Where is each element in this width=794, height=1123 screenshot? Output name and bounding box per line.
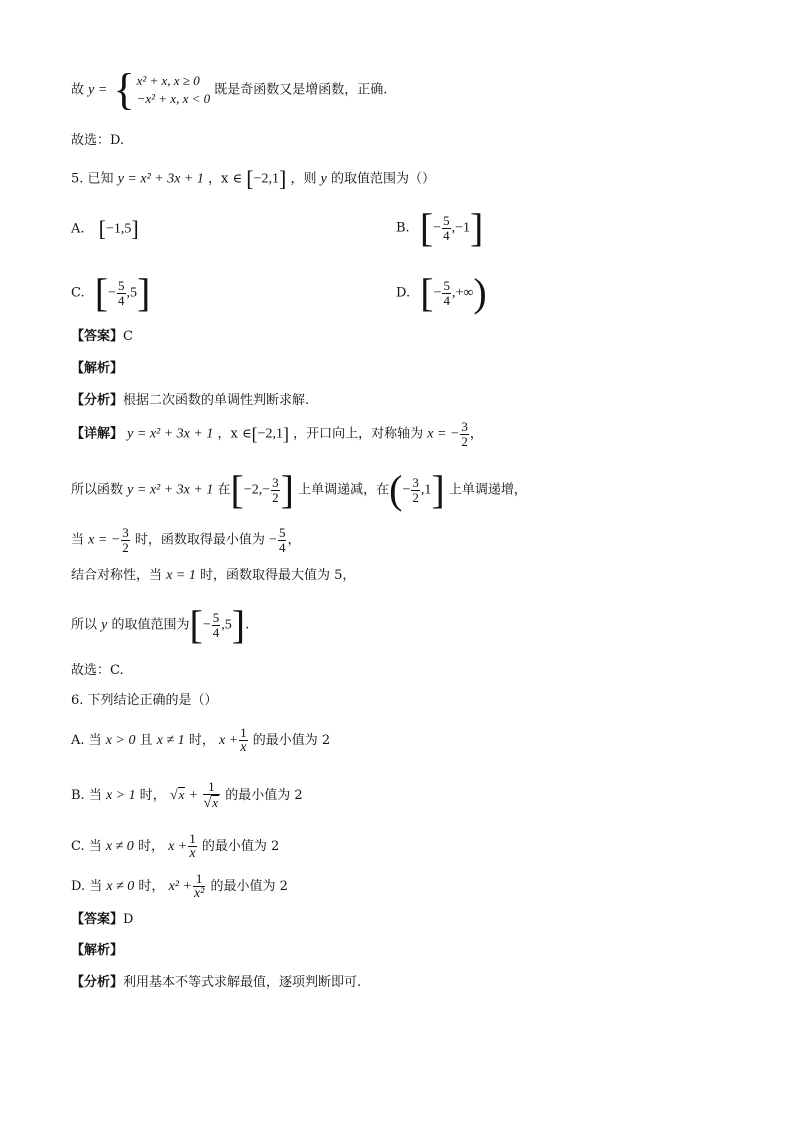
math: y = x² + 3x + 1 xyxy=(127,482,214,498)
math: x > 0 xyxy=(105,733,136,749)
text: 故 xyxy=(71,82,85,98)
case-1: x² + x, x ≥ 0 xyxy=(136,73,200,89)
fenxi-tag: 【分析】 xyxy=(71,975,124,990)
piecewise-line xyxy=(71,65,388,114)
answer-line: 故选：D. xyxy=(71,133,125,148)
text: ，则 xyxy=(290,171,317,187)
label: B. xyxy=(396,220,410,236)
answer-6 xyxy=(71,913,133,926)
option-d: D. [− $\frac{5}{4}$ ,+∞) xyxy=(396,270,487,315)
text: 根据二次函数的单调性判断求解. xyxy=(123,393,310,408)
option-b: B. [− $\frac{5}{4}$ ,−1] xyxy=(396,205,484,250)
interval-tail: ,−1 xyxy=(451,220,470,236)
fraction: $\frac{3}{2}$ xyxy=(272,474,279,505)
text: 在 xyxy=(217,482,231,498)
interval: −1,5 xyxy=(106,221,132,237)
text: 时，函数取得最小值为 xyxy=(134,532,265,548)
monotonic-line: 所以函数 y = x² + 3x + 1 在[−2,− $\frac{3}{2}$ ] 上单调递减，在(− $\frac{3}{2}$ ,1] 上单调递增， xyxy=(71,467,527,512)
fraction: $\frac{5}{4}$ xyxy=(118,277,125,308)
fraction: $\frac{5}{4}$ xyxy=(278,525,286,555)
fraction: $\frac{3}{2}$ xyxy=(412,474,419,505)
answer-line: 故选：C. xyxy=(71,663,124,678)
text: 的最小值为 2 xyxy=(225,788,303,804)
label: A. xyxy=(71,221,85,237)
math: y xyxy=(101,617,108,633)
text: 的最小值为 2 xyxy=(252,733,331,749)
math: x = − xyxy=(427,426,460,442)
answer-5 xyxy=(71,330,133,343)
question-5: 5. 已知 y = x² + 3x + 1 ，x ∈ [−2,1] ，则 y 的取值范围为（） xyxy=(71,166,435,191)
interval-tail: ,+∞ xyxy=(451,285,474,301)
text: 的取值范围为 xyxy=(111,617,190,633)
text: 的最小值为 2 xyxy=(210,879,288,895)
math: x ≠ 0 xyxy=(106,879,135,895)
text: A. 当 xyxy=(71,733,102,749)
text: ，开口向上，对称轴为 xyxy=(293,426,424,442)
math: x = − xyxy=(88,532,121,548)
math: x = 1 xyxy=(166,568,196,583)
text: 时， xyxy=(188,733,215,749)
fenxi-5 xyxy=(71,394,309,407)
text: ， xyxy=(287,532,301,548)
text: 时， xyxy=(138,879,165,895)
case-2: −x² + x, x < 0 xyxy=(136,91,211,106)
math: y xyxy=(320,171,327,187)
max-line xyxy=(71,569,355,583)
question-6: 6. 下列结论正确的是（） xyxy=(71,693,218,708)
text: 时， xyxy=(139,788,166,804)
fraction: $\frac{5}{4}$ xyxy=(443,277,450,308)
fraction: $\frac{3}{2}$ xyxy=(461,419,468,449)
option-a: A. [−1,5] xyxy=(71,216,139,241)
math: + xyxy=(189,788,198,804)
fraction: $\frac{1}{\text{x²}}$ xyxy=(193,871,205,901)
answer-tag: 【答案】 xyxy=(71,329,124,344)
math: x + xyxy=(168,839,188,855)
sqrt: x xyxy=(178,787,185,803)
math: y = x² + 3x + 1 xyxy=(127,426,214,442)
text: 所以 xyxy=(71,617,98,633)
interval: ,5 xyxy=(221,617,232,633)
fraction: $\frac{5}{4}$ xyxy=(212,609,220,640)
q6-option-b: B. 当 x > 1 时， √x + $\frac{1}{√x}$ 的最小值为 2 xyxy=(71,779,303,811)
answer-tag: 【答案】 xyxy=(71,912,124,927)
text: 结合对称性，当 xyxy=(71,568,163,583)
xiangjie-line: 【详解】 y = x² + 3x + 1 ，x ∈[−2,1] ，开口向上，对称轴为 x = − $\frac{3}{2}$ ， xyxy=(71,419,483,449)
text: 当 xyxy=(71,532,85,548)
text: 上单调递减，在 xyxy=(298,482,390,498)
text: ，x ∈ xyxy=(217,426,252,442)
interval: −2,− xyxy=(243,482,271,498)
interval-tail: ,5 xyxy=(126,285,137,301)
text: 上单调递增， xyxy=(448,482,527,498)
text: . xyxy=(245,617,250,633)
math: y = x² + 3x + 1 xyxy=(117,171,204,187)
math: x > 1 xyxy=(105,788,136,804)
label: D. xyxy=(396,285,411,301)
fraction: $\frac{1}{√x}$ xyxy=(203,779,219,811)
q6-option-d xyxy=(71,872,288,901)
text: 5. 已知 xyxy=(71,171,114,187)
math: x ≠ 1 xyxy=(156,733,185,749)
text: 的最小值为 2 xyxy=(201,839,280,855)
fenxi-tag: 【分析】 xyxy=(71,393,124,408)
option-c: C. [− $\frac{5}{4}$ ,5] xyxy=(71,270,151,315)
text: 时， xyxy=(137,839,164,855)
range-line: 所以 y 的取值范围为[− $\frac{5}{4}$ ,5]. xyxy=(71,602,250,647)
math: − xyxy=(269,532,277,548)
label: C. xyxy=(71,285,85,301)
analysis-tag: 【解析】 xyxy=(71,361,124,376)
analysis-tag: 【解析】 xyxy=(71,943,124,958)
text: 既是奇函数又是增函数，正确. xyxy=(214,82,388,98)
text: 的取值范围为（） xyxy=(330,171,435,187)
interval: ,1 xyxy=(420,482,432,498)
text: 且 xyxy=(139,733,153,749)
math: x + xyxy=(218,733,239,749)
fenxi-6 xyxy=(71,976,361,989)
xiangjie-tag: 【详解】 xyxy=(71,426,124,442)
fraction: $\frac{5}{4}$ xyxy=(443,212,450,243)
math: x ≠ 0 xyxy=(105,839,134,855)
math: y = xyxy=(88,82,108,98)
q6-option-a xyxy=(71,726,330,755)
math: x² + xyxy=(168,879,192,895)
interval: −2,1 xyxy=(257,426,283,442)
text: 时，函数取得最大值为 5， xyxy=(199,568,356,583)
text: B. 当 xyxy=(71,788,102,804)
text: D. 当 xyxy=(71,879,103,895)
answer-value: C xyxy=(123,329,133,344)
fraction: $\frac{1}{x}$ xyxy=(189,831,196,861)
q6-option-c xyxy=(71,832,279,861)
fraction: $\frac{1}{x}$ xyxy=(240,725,247,755)
text: 利用基本不等式求解最值，逐项判断即可. xyxy=(123,975,362,990)
piecewise: { x² + x, x ≥ 0 −x² + x, x < 0 xyxy=(113,65,211,114)
text: ，x ∈ xyxy=(208,171,243,187)
interval: −2,1 xyxy=(253,171,279,187)
text: ， xyxy=(469,426,483,442)
fraction: $\frac{3}{2}$ xyxy=(122,525,129,555)
answer-value: D xyxy=(123,912,134,927)
min-line xyxy=(71,526,300,554)
text: 所以函数 xyxy=(71,482,124,498)
text: C. 当 xyxy=(71,839,102,855)
